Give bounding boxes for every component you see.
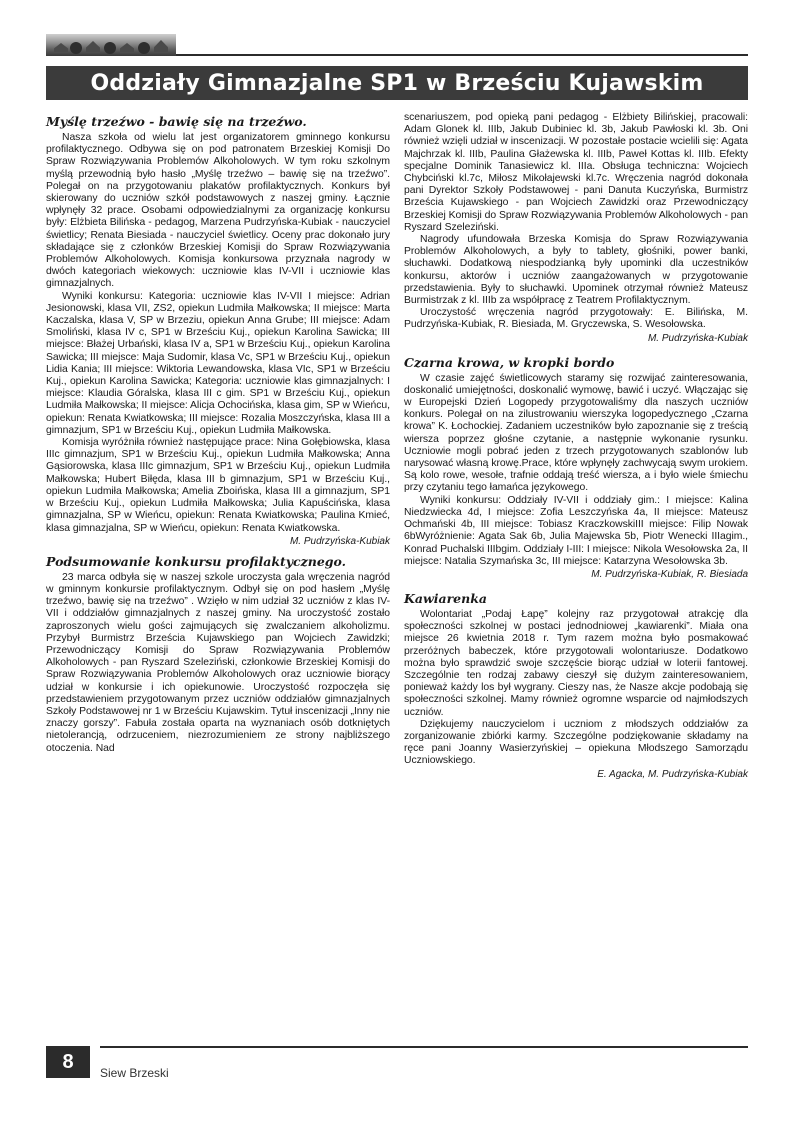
header-rule bbox=[176, 54, 748, 56]
right-column bbox=[404, 112, 748, 781]
paragraph: Wyniki konkursu: Kategoria: uczniowie klas IV-VII I miejsce: Adrian Jesionowski, klasa VII, ZS2, opiekun Ludmiła Małkowska; II miejsce: Marta Kaczalska, klasa V, SP w Brzeziu, opiekun Anna Grube; III miejsce: Adam Smoliński, klasa IV c, SP1 w Brześciu Kuj., opiekun Karolina Sawicka; III miejsce: Błażej Urbański, klasa IV a, SP1 w Brześciu Kuj., opiekun Karolina Sawicka; III miejsce: Maja Sudomir, klasa Vc, SP1 w Brześciu Kuj., opiekun Lidia Kania; III miejsce: Wiktoria Lewandowska, klasa VIc, SP1 w Brześciu Kuj., opiekun Karolina Sawicka; Kategoria: uczniowie klas gimnazjalnych: I miejsce: Klaudia Góralska, klasa III c gim. SP1 w Brześciu Kuj., opiekun Ludmiła Małkowska; II miejsce: Alicja Ochocińska, klasa gim, SP w Wieńcu, opiekun: Renata Kwiatkowska; III miejsce: Rozalia Moszczyńska, klasa III a gimnazjum, SP1 w Brześciu Kuj., opiekun Ludmiła Małkowska. bbox=[46, 290, 390, 436]
paragraph: Nagrody ufundowała Brzeska Komisja do Spraw Rozwiązywania Problemów Alkoholowych, a były to tablety, głośniki, power banki, słuchawki. Dodatkową niespodzianką były upominki dla uczestników konkursu, aktorów i uczniów zaangażowanych w przygotowanie przedstawienia. Były to słuchawki. Upominek otrzymał również Mateusz Burmistrzak z kl. IIIb za współpracę z Teatrem Profilaktycznym. bbox=[404, 234, 748, 307]
author-signature: M. Pudrzyńska-Kubiak bbox=[289, 535, 390, 547]
paragraph: Komisja wyróżniła również następujące prace: Nina Gołębiowska, klasa IIIc gimnazjum, SP1 w Brześciu Kuj., opiekun Ludmiła Małkowska; Anna Gąsiorowska, klasa IIIc gimnazjum, SP1 w Brześciu Kuj., opiekun Ludmiła Małkowska; Hubert Biłęda, klasa III b gimnazjum, SP1 w Brześciu Kuj., opiekun Ludmiła Małkowska; Amelia Zboińska, klasa III a gimnazjum, SP1 w Brześciu Kuj., opiekun Ludmiła Małkowska; Julia Kapuścińska, klasa gimnazjalna, SP w Wieńcu, opiekun: Renata Kwiatkowska; Paulina Kmieć, klasa gimnazjalna, SP w Wieńcu, opiekun: Renata Kwiatkowska. bbox=[46, 437, 390, 534]
author-signature: E. Agacka, M. Pudrzyńska-Kubiak bbox=[597, 768, 748, 780]
footer-rule bbox=[100, 1046, 748, 1048]
paragraph: 23 marca odbyła się w naszej szkole uroczysta gala wręczenia nagród w gminnym konkursie profilaktycznym. Odbył się on pod hasłem „Myślę trzeźwo, bawię się na trzeźwo” . Wzięło w nim udział 32 uczniów z klas IV-VII i oddziałów gimnazjalnych z naszej gminy. Na uroczystość zostało zaproszonych wielu gości zajmujących się zwalczaniem alkoholizmu. Przybył Burmistrz Brześcia Kujawskiego pan Wojciech Zawidzki; Przewodniczący Komisji do Spraw Rozwiązywania Problemów Alkoholowych - pan Ryszard Szeleziński, członkowie Brzeskiej Komisji do Spraw Rozwiązywania Problemów Alkoholowych oraz uczniowie biorący udział w konkursie i ich opiekunowie. Uroczystość rozpoczęła się przedstawieniem przygotowanym przez uczniów oddziałów gimnazjalnych Szkoły Podstawowej nr 1 w Brześciu Kujawskim. Tytuł inscenizacji „Inny nie znaczy gorszy”. Fabuła została oparta na wyznaniach osób dotkniętych nietolerancją, odrzuceniem, niezrozumieniem ze strony najbliższego otoczenia. Nad bbox=[46, 571, 390, 754]
paragraph: Wyniki konkursu: Oddziały IV-VII i oddziały gim.: I miejsce: Kalina Niedzwiecka 4d, I miejsce: Zofia Leszczyńska 4a, II miejsce: Mateusz Ochmański 4b, III miejsce: Tobiasz KraczkowskiIII miejsce: Filip Nowak 6bWyróżnienie: Agata Sak 6b, Julia Majewska 5b, Piotr Wenecki IIIagim., Konrad Puchalski IIIbgim. Oddziały I-III: I miejsce: Nikola Wesołowska 2a, II miejsce: Natalia Szymańska 3c, III miejsce: Katarzyna Wesołowska 3b. bbox=[404, 494, 748, 567]
author-signature: M. Pudrzyńska-Kubiak bbox=[647, 332, 748, 344]
section-heading-czarna-krowa: Czarna krowa, w kropki bordo bbox=[404, 354, 615, 370]
header-photo bbox=[46, 34, 176, 56]
left-column bbox=[46, 112, 390, 755]
paragraph: scenariuszem, pod opieką pani pedagog - Elżbiety Bilińskiej, pracowali: Adam Glonek kl. IIIb, Jakub Dubiniec kl. 3b, Jakub Pawłoski kl. 3b. Oni również wzięli udział w inscenizacji. W pozostałe postacie wcielili się: Agata Majchrzak kl. IIIb, Paulina Głażewska kl. IIIb, Paweł Kottas kl. IIIb. Efekty specjalne Dominik Tanasiewicz kl. IIIa. Obsługa techniczna: Wojciech Chybciński kl.7c, Miłosz Mikołajewski kl.7c. Wręczenia nagród dokonała pani Dyrektor Szkoły Podstawowej - pani Danuta Kuczyńska, Burmistrz Brześcia Kujawskiego - pan Wojciech Zawidzki oraz Przewodniczący Brzeskiej Komisji do Spraw Rozwiązywania Problemów Alkoholowych - pan Ryszard Szeleziński. bbox=[404, 112, 748, 233]
section-heading-podsumowanie: Podsumowanie konkursu profilaktycznego. bbox=[46, 553, 346, 569]
paragraph: Dziękujemy nauczycielom i uczniom z młodszych oddziałów za zorganizowanie zbiórki karmy. Szczególne podziękowanie składamy na ręce pani Joanny Wasierzyńskiej – opiekuna Młodszego Samorządu Uczniowskiego. bbox=[404, 718, 748, 767]
paragraph: Nasza szkoła od wielu lat jest organizatorem gminnego konkursu profilaktycznego. Odbywa się on pod patronatem Brzeskiej Komisji Do Spraw Rozwiązywania Problemów Alkoholowych. W tym roku szkolnym myślą przewodnią było hasło „Myślę trzeźwo – bawię się na trzeźwo”. Polegał on na przygotowaniu plakatów profilaktycznych. Konkurs był skierowany do uczniów szkół podstawowych z naszej gminy. Łącznie wpłynęły 32 prace. Osobami odpowiedzialnymi za organizację konkursu były: Elżbieta Bilińska - pedagog, Marzena Pudrzyńska-Kubiak - nauczyciel świetlicy; Renata Biesiada - nauczyciel świetlicy. Oceny prac dokonało jury składające się z członków Brzeskiej Komisji do Spraw Rozwiązywania Problemów Alkoholowych. Komisja konkursowa przyznała nagrody w dwóch kategoriach wiekowych: uczniowie klas IV-VII i uczniowie klas gimnazjalnych. bbox=[46, 132, 390, 290]
title-banner bbox=[46, 66, 748, 100]
paragraph: Wolontariat „Podaj Łapę” kolejny raz przygotował atrakcję dla społeczności szkolnej w postaci jednodniowej „kawiarenki”. Miała ona miejsce 26 kwietnia 2018 r. Tym razem można było posmakować przeróżnych babeczek, które przygotowali wolontariusze. Dodatkowo można było sprawdzić swoje szczęście biorąc udział w loterii fantowej. Szczególnie ten rodzaj zabawy cieszył się dużym zainteresowaniem, ponieważ każdy los był wygrany. Cieszy nas, że Nasze akcje podobają się społeczności szkolnej. Mamy również ogromne wsparcie od najmłodszych uczniów. bbox=[404, 608, 748, 718]
author-signature: M. Pudrzyńska-Kubiak, R. Biesiada bbox=[591, 568, 748, 580]
paragraph: W czasie zajęć świetlicowych staramy się rozwijać zainteresowania, doskonalić umiejętności, doskonalić wymowę, bawić i uczyć. Włączając się w Europejski Dzień Logopedy przygotowaliśmy dla naszych uczniów konkurs. Polegał on na zilustrowaniu wierszyka logopedycznego „Czarna krowa” K. Łochockiej. Zadaniem uczestników było zapoznanie się z treścią wiersza poprzez głośne czytanie, a następnie wykonanie rysunku. Uczniowie mogli pobrać jeden z trzech przygotowanych szablonów lub narysować własną krowę.Prace, które wpłynęły zachwycają swym urokiem. Są kolo rowe, wesołe, trafnie oddają treść wiersza, a i było wiele śmiechu przy czytaniu tego łamańca językowego. bbox=[404, 372, 748, 494]
paragraph: Uroczystość wręczenia nagród przygotowały: E. Bilińska, M. Pudrzyńska-Kubiak, R. Biesiada, M. Gryczewska, S. Wesołowska. bbox=[404, 307, 748, 331]
section-heading-mysle-trzezwo: Myślę trzeźwo - bawię się na trzeźwo. bbox=[46, 114, 307, 129]
section-heading-kawiarenka: Kawiarenka bbox=[404, 590, 487, 606]
page-title: Oddziały Gimnazjalne SP1 w Brześciu Kujawskim bbox=[90, 70, 704, 96]
page-number: 8 bbox=[46, 1046, 90, 1078]
publication-name: Siew Brzeski bbox=[100, 1066, 169, 1080]
